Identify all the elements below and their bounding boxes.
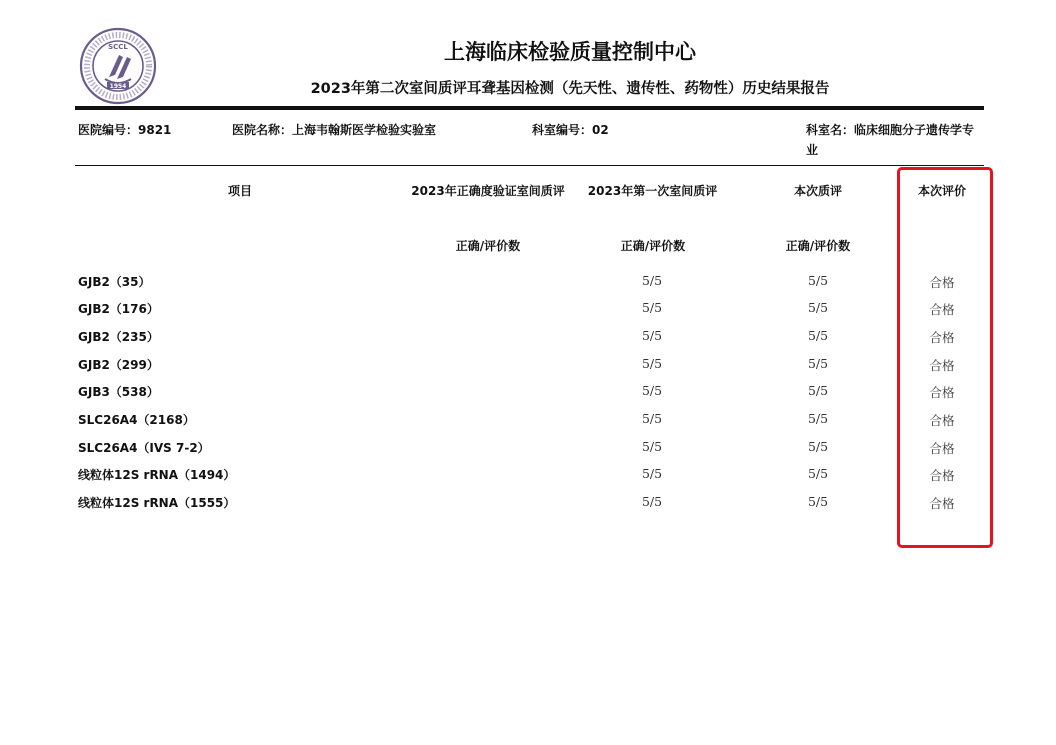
row-item: GJB2（299）	[78, 358, 159, 372]
row-evaluation: 合格	[929, 385, 955, 400]
header-current-evaluation: 本次评价	[917, 184, 966, 198]
row-item: GJB2（35）	[78, 275, 151, 289]
row-current-result: 5/5	[807, 273, 829, 288]
row-current-result: 5/5	[807, 328, 829, 343]
row-item: 线粒体12S rRNA（1494）	[78, 468, 236, 482]
sccl-logo	[79, 27, 157, 105]
row-first-result: 5/5	[641, 356, 663, 371]
row-evaluation: 合格	[929, 468, 955, 483]
page-title: 上海临床检验质量控制中心	[444, 40, 696, 64]
row-evaluation: 合格	[929, 330, 955, 345]
row-item: SLC26A4（2168）	[78, 413, 195, 427]
row-evaluation: 合格	[929, 496, 955, 511]
header-first-eqa: 2023年第一次室间质评	[587, 184, 718, 198]
row-evaluation: 合格	[929, 275, 955, 290]
row-item: SLC26A4（IVS 7-2）	[78, 441, 210, 455]
info-divider	[75, 165, 984, 166]
row-first-result: 5/5	[641, 466, 663, 481]
row-evaluation: 合格	[929, 441, 955, 456]
header-divider	[75, 106, 984, 110]
row-first-result: 5/5	[641, 411, 663, 426]
row-current-result: 5/5	[807, 439, 829, 454]
row-item: GJB2（235）	[78, 330, 159, 344]
header-item: 项目	[227, 184, 252, 198]
subheader-first-eqa: 正确/评价数	[620, 239, 686, 253]
header-current-eqa: 本次质评	[793, 184, 842, 198]
report-subtitle: 2023年第二次室间质评耳聋基因检测（先天性、遗传性、药物性）历史结果报告	[310, 81, 830, 97]
subheader-accuracy-eqa: 正确/评价数	[455, 239, 521, 253]
row-evaluation: 合格	[929, 358, 955, 373]
header-accuracy-eqa: 2023年正确度验证室间质评	[411, 184, 565, 198]
logo-year: 1954	[109, 83, 127, 90]
row-item: GJB2（176）	[78, 302, 159, 316]
evaluation-highlight-box	[897, 167, 993, 548]
subheader-current-eqa: 正确/评价数	[785, 239, 851, 253]
row-current-result: 5/5	[807, 356, 829, 371]
row-first-result: 5/5	[641, 439, 663, 454]
row-first-result: 5/5	[641, 494, 663, 509]
row-item: GJB3（538）	[78, 385, 159, 399]
row-current-result: 5/5	[807, 383, 829, 398]
row-evaluation: 合格	[929, 413, 955, 428]
row-current-result: 5/5	[807, 300, 829, 315]
row-current-result: 5/5	[807, 494, 829, 509]
row-first-result: 5/5	[641, 300, 663, 315]
row-evaluation: 合格	[929, 302, 955, 317]
dept-id: 科室编号：02	[532, 123, 609, 137]
logo-text: SCCL	[108, 43, 128, 51]
hospital-name: 医院名称：上海韦翰斯医学检验实验室	[232, 123, 437, 137]
row-first-result: 5/5	[641, 383, 663, 398]
row-item: 线粒体12S rRNA（1555）	[78, 496, 236, 510]
row-current-result: 5/5	[807, 411, 829, 426]
row-first-result: 5/5	[641, 273, 663, 288]
row-first-result: 5/5	[641, 328, 663, 343]
hospital-id: 医院编号：9821	[78, 123, 172, 137]
dept-name: 科室名：临床细胞分子遗传学专业	[806, 123, 975, 157]
row-current-result: 5/5	[807, 466, 829, 481]
